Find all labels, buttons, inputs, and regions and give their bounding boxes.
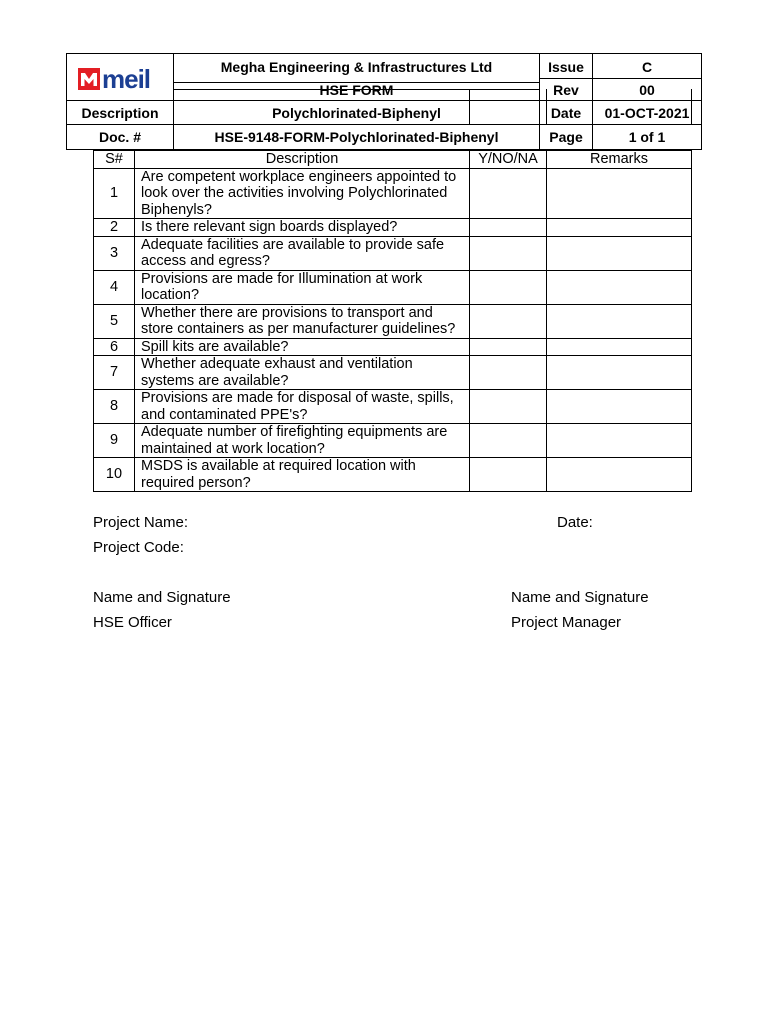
table-row: [94, 458, 692, 492]
col-header-response: Y/NO/NA: [470, 151, 547, 169]
table-row: [94, 236, 692, 270]
table-row: [94, 219, 692, 237]
date-value: 01-OCT-2021: [604, 104, 690, 121]
description-value: Polychlorinated-Biphenyl: [272, 104, 441, 121]
issue-label: Issue: [548, 58, 584, 75]
role-project-manager: Project Manager: [511, 614, 622, 631]
signature-label-left: Name and Signature: [93, 589, 231, 606]
row-description: Spill kits are available?: [135, 338, 470, 356]
row-number: 10: [94, 458, 135, 492]
remarks-cell[interactable]: [547, 424, 692, 458]
role-hse-officer: HSE Officer: [93, 614, 172, 631]
response-cell[interactable]: [470, 424, 547, 458]
response-cell[interactable]: [470, 304, 547, 338]
response-cell[interactable]: [470, 168, 547, 219]
table-row: [94, 424, 692, 458]
table-row: [94, 168, 692, 219]
project-name-label: Project Name:: [93, 514, 189, 531]
response-cell[interactable]: [470, 356, 547, 390]
rev-value: 00: [639, 82, 655, 98]
row-number: 7: [94, 356, 135, 390]
remarks-cell[interactable]: [547, 458, 692, 492]
doc-number-value: HSE-9148-FORM-Polychlorinated-Biphenyl: [214, 129, 499, 145]
remarks-cell[interactable]: [547, 219, 692, 237]
page-value: 1 of 1: [628, 129, 666, 145]
row-description: Adequate facilities are available to provide safe access and egress?: [135, 236, 470, 270]
checklist-table: [93, 150, 692, 492]
row-description: Whether there are provisions to transport and store containers as per manufacturer guidelines?: [135, 304, 470, 338]
row-number: 2: [94, 219, 135, 237]
meil-logo-icon: [78, 68, 100, 90]
doc-number-label: Doc. #: [98, 129, 141, 145]
table-row: [94, 356, 692, 390]
project-code-label: Project Code:: [93, 539, 184, 556]
response-cell[interactable]: [470, 270, 547, 304]
rev-label: Rev: [553, 82, 579, 98]
col-header-description: Description: [135, 151, 470, 169]
col-header-number: S#: [94, 151, 135, 169]
row-number: 8: [94, 390, 135, 424]
logo-text: meil: [102, 64, 151, 94]
row-number: 5: [94, 304, 135, 338]
table-row: [94, 304, 692, 338]
table-row: [94, 338, 692, 356]
response-cell[interactable]: [470, 236, 547, 270]
issue-value: C: [641, 58, 653, 75]
col-header-remarks: Remarks: [547, 151, 692, 169]
remarks-cell[interactable]: [547, 390, 692, 424]
remarks-cell[interactable]: [547, 338, 692, 356]
response-cell[interactable]: [470, 390, 547, 424]
remarks-cell[interactable]: [547, 168, 692, 219]
date-label: Date: [550, 104, 582, 121]
signature-label-right: Name and Signature: [511, 589, 649, 606]
row-description: Whether adequate exhaust and ventilation systems are available?: [135, 356, 470, 390]
row-number: 3: [94, 236, 135, 270]
response-cell[interactable]: [470, 338, 547, 356]
page-label: Page: [549, 129, 583, 145]
remarks-cell[interactable]: [547, 304, 692, 338]
remarks-cell[interactable]: [547, 356, 692, 390]
response-cell[interactable]: [470, 219, 547, 237]
row-number: 9: [94, 424, 135, 458]
row-number: 1: [94, 168, 135, 219]
row-description: Provisions are made for disposal of waste, spills, and contaminated PPE's?: [135, 390, 470, 424]
company-logo: [78, 66, 162, 92]
row-description: Adequate number of firefighting equipments are maintained at work location?: [135, 424, 470, 458]
row-number: 6: [94, 338, 135, 356]
form-title: HSE FORM: [319, 82, 394, 98]
company-name: Megha Engineering & Infrastructures Ltd: [220, 59, 493, 75]
remarks-cell[interactable]: [547, 270, 692, 304]
remarks-cell[interactable]: [547, 236, 692, 270]
row-description: Are competent workplace engineers appointed to look over the activities involving Polychlorinated Biphenyls?: [135, 168, 470, 219]
table-row: [94, 270, 692, 304]
row-description: MSDS is available at required location with required person?: [135, 458, 470, 492]
table-row: [94, 390, 692, 424]
row-description: Provisions are made for Illumination at work location?: [135, 270, 470, 304]
response-cell[interactable]: [470, 458, 547, 492]
row-number: 4: [94, 270, 135, 304]
row-description: Is there relevant sign boards displayed?: [135, 219, 470, 237]
description-label: Description: [81, 104, 159, 121]
date-field-label: Date:: [557, 514, 593, 531]
checklist-header-row: [94, 151, 692, 169]
